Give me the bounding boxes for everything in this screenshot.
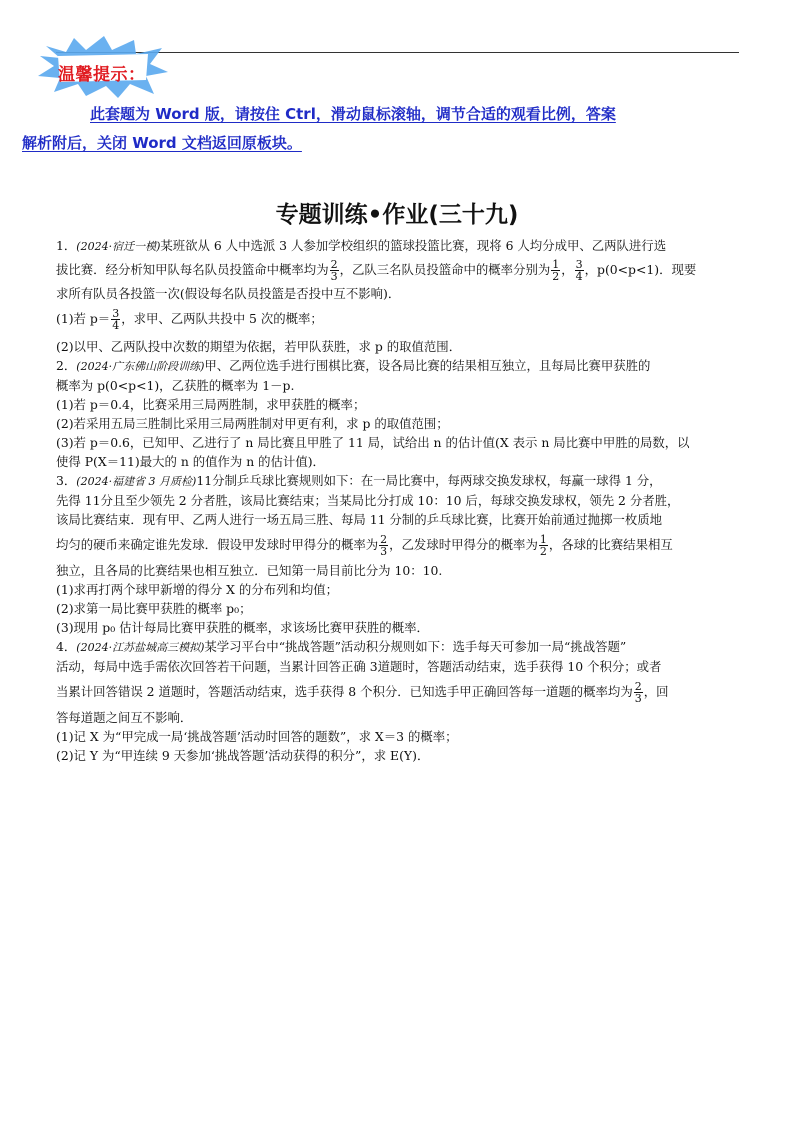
problem-3-line-2: 先得 11分且至少领先 2 分者胜，该局比赛结束；当某局比分打成 10：10 后，每球交换发球权，领先 2 分者胜，	[56, 493, 680, 508]
problem-3-line-3: 该局比赛结束．现有甲、乙两人进行一场五局三胜、每局 11 分制的乒乓球比赛，比赛开始前通过抛掷一枚质地	[56, 512, 663, 527]
problem-list	[56, 236, 740, 765]
fraction: $\frac{1}{2}$	[539, 533, 547, 558]
problem-4-question-1: (1)记 X 为“甲完成一局‘挑战答题’活动时回答的题数”，求 X＝3 的概率；	[56, 729, 458, 744]
fraction: $\frac{3}{4}$	[575, 258, 583, 283]
problem-2-question-3a: (3)若 p＝0.6，已知甲、乙进行了 n 局比赛且甲胜了 11 局，试给出 n 的估计值(X 表示 n 局比赛中甲胜的局数，以	[56, 435, 690, 450]
problem-3-line-4: 均匀的硬币来确定谁先发球．假设甲发球时甲得分的概率为 $\frac{2}{3}$ ，乙发球时甲得分的概率为 $\frac{1}{2}$ ，各球的比赛结果相互	[56, 533, 673, 558]
problem-4-line-1: 4．(2024·江苏盐城高三模拟)某学习平台中“挑战答题”活动积分规则如下：选手每天可参加一局“挑战答题”	[56, 639, 627, 654]
problem-1-line-2: 拔比赛．经分析知甲队每名队员投篮命中概率均为 $\frac{2}{3}$ ，乙队三名队员投篮命中的概率分别为 $\frac{1}{2}$ ， $\frac{3}{4}$ ，p(0<p<1)．现要	[56, 258, 697, 283]
fraction: $\frac{3}{4}$	[112, 307, 120, 332]
problem-2-line-1: 2．(2024·广东佛山阶段训练)甲、乙两位选手进行围棋比赛，设各局比赛的结果相互独立，且每局比赛甲获胜的	[56, 358, 651, 373]
problem-4-line-3: 当累计回答错误 2 道题时，答题活动结束，选手获得 8 个积分．已知选手甲正确回答每一道题的概率均为 $\frac{2}{3}$ ，回	[56, 680, 669, 705]
problem-1-question-2: (2)以甲、乙两队投中次数的期望为依据，若甲队获胜，求 p 的取值范围．	[56, 339, 462, 354]
problem-3-question-2: (2)求第一局比赛甲获胜的概率 p₀；	[56, 601, 252, 616]
problem-4-question-2: (2)记 Y 为“甲连续 9 天参加‘挑战答题’活动获得的积分”，求 E(Y)．	[56, 748, 430, 763]
problem-3-line-5: 独立，且各局的比赛结果也相互独立．已知第一局目前比分为 10：10.	[56, 563, 443, 578]
problem-3-line-1: 3．(2024·福建省 3 月质检)11分制乒乓球比赛规则如下：在一局比赛中，每两球交换发球权，每赢一球得 1 分，	[56, 473, 662, 488]
problem-1-question-1: (1)若 p＝ $\frac{3}{4}$ ，求甲、乙两队共投中 5 次的概率；	[56, 307, 323, 332]
page-title: 专题训练•作业(三十九)	[275, 202, 519, 228]
fraction: $\frac{2}{3}$	[330, 258, 338, 283]
fraction: $\frac{2}{3}$	[380, 533, 388, 558]
problem-2-question-2: (2)若采用五局三胜制比采用三局两胜制对甲更有利，求 p 的取值范围；	[56, 416, 449, 431]
problem-4-line-2: 活动，每局中选手需依次回答若干问题，当累计回答正确 3道题时，答题活动结束，选手获得 10 个积分；或者	[56, 659, 662, 674]
problem-2-line-2: 概率为 p(0<p<1)，乙获胜的概率为 1－p.	[56, 378, 295, 393]
problem-source: (2024·宿迁一模)	[76, 240, 161, 253]
problem-4-line-4: 答每道题之间互不影响．	[56, 710, 193, 725]
problem-1-line-1: 1．(2024·宿迁一模)某班欲从 6 人中选派 3 人参加学校组织的篮球投篮比赛，现将 6 人均分成甲、乙两队进行选	[56, 238, 667, 253]
problem-2-question-1: (1)若 p＝0.4，比赛采用三局两胜制，求甲获胜的概率；	[56, 397, 366, 412]
fraction: $\frac{1}{2}$	[552, 258, 560, 283]
problem-3-question-1: (1)求再打两个球甲新增的得分 X 的分布列和均值；	[56, 582, 339, 597]
notice-text	[22, 100, 740, 158]
fraction: $\frac{2}{3}$	[634, 680, 642, 705]
notice-line-2: 解析附后，关闭 Word 文档返回原板块。	[22, 134, 302, 152]
problem-source: (2024·广东佛山阶段训练)	[76, 360, 205, 373]
problem-1-line-3: 求所有队员各投篮一次(假设每名队员投篮是否投中互不影响)．	[56, 286, 401, 301]
tip-label: 温馨提示：	[58, 65, 146, 85]
problem-2-question-3b: 使得 P(X＝11)最大的 n 的值作为 n 的估计值)．	[56, 454, 325, 469]
problem-source: (2024·福建省 3 月质检)	[76, 475, 197, 488]
problem-3-question-3: (3)现用 p₀ 估计每局比赛甲获胜的概率，求该场比赛甲获胜的概率．	[56, 620, 429, 635]
notice-line-1: 此套题为 Word 版，请按住 Ctrl，滑动鼠标滚轴，调节合适的观看比例，答案	[90, 105, 616, 123]
problem-source: (2024·江苏盐城高三模拟)	[76, 641, 205, 654]
